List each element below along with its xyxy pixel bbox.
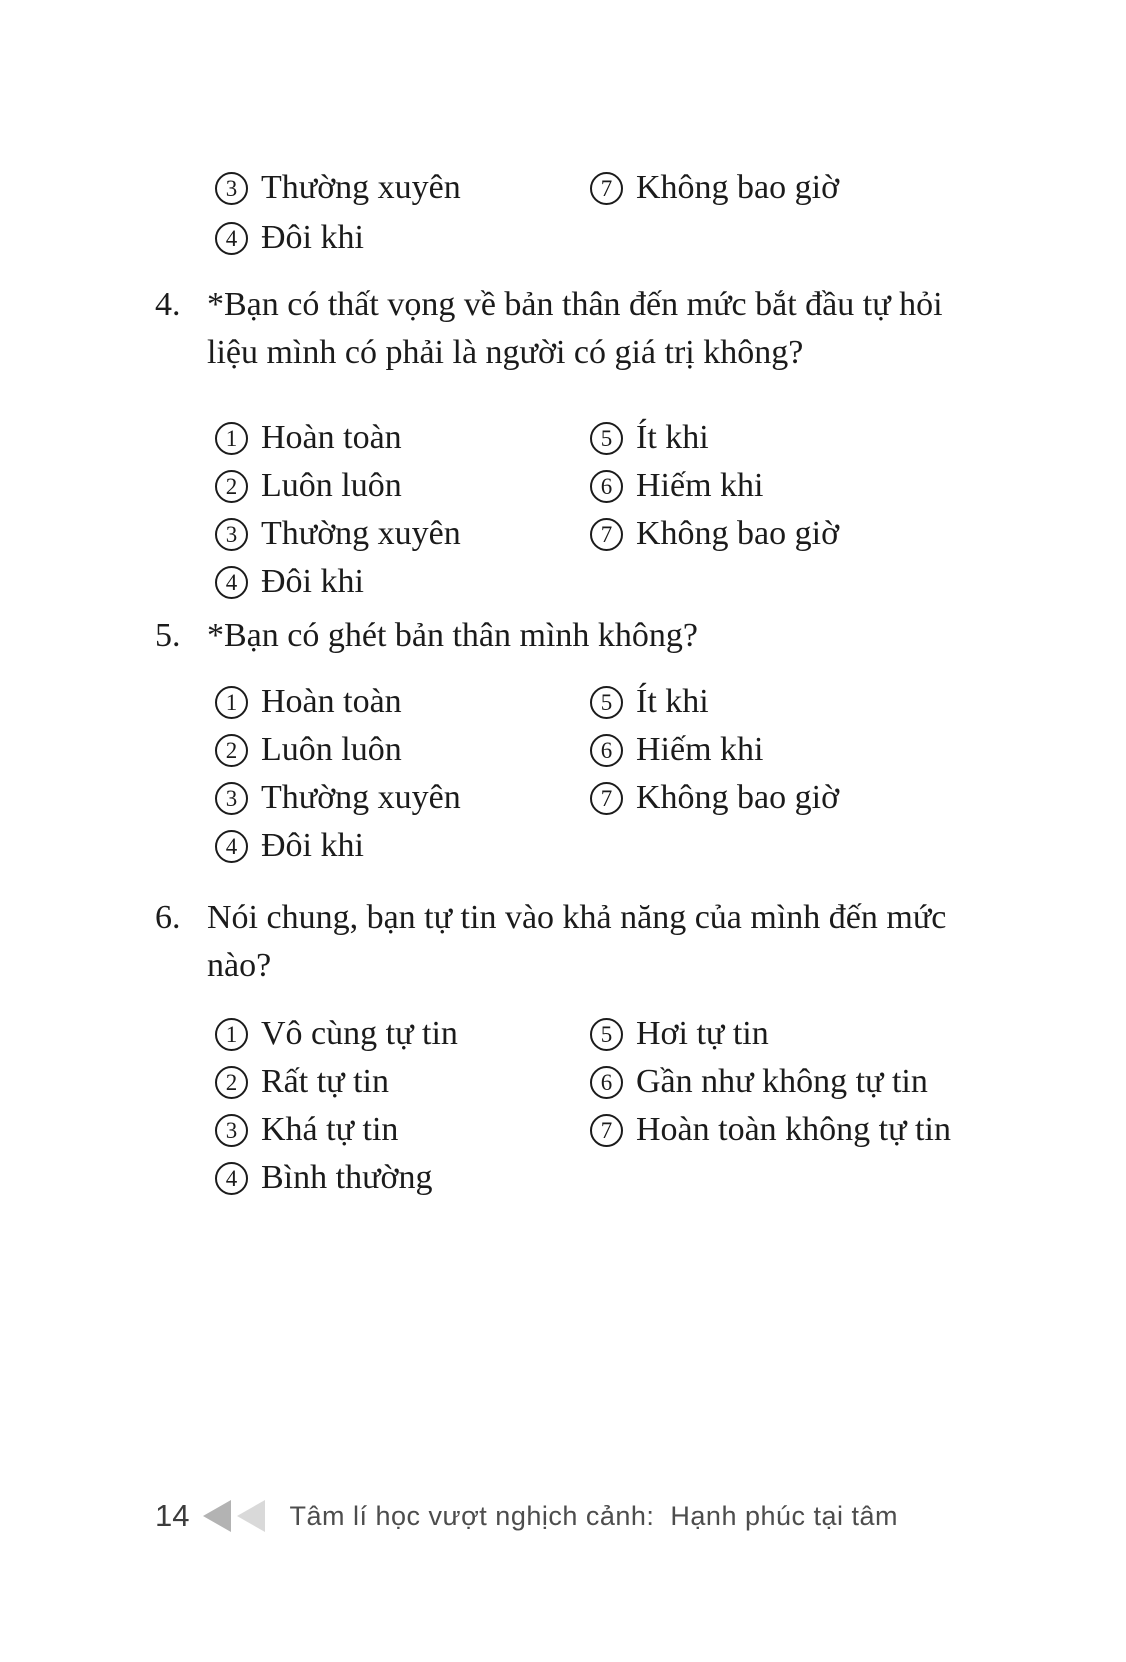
answer-option-label: Hiếm khi — [636, 731, 764, 768]
answer-option — [590, 1111, 951, 1149]
answer-option — [215, 219, 590, 257]
answer-option-label: Bình thường — [261, 1159, 433, 1196]
option-row — [215, 558, 839, 606]
question-6-options — [215, 1010, 951, 1202]
answer-option — [590, 515, 839, 553]
answer-option-label: Đôi khi — [261, 219, 364, 256]
question-text — [207, 612, 698, 660]
option-row — [215, 462, 839, 510]
answer-option — [215, 1063, 590, 1101]
answer-option — [215, 779, 590, 817]
question-text-line: *Bạn có thất vọng về bản thân đến mức bắt đầu tự hỏi — [207, 286, 943, 323]
question-5 — [155, 612, 698, 660]
option-row — [215, 774, 839, 822]
circled-number-icon: 7 — [590, 782, 623, 815]
answer-option-label: Vô cùng tự tin — [261, 1015, 458, 1052]
page-footer — [155, 1498, 898, 1534]
answer-option-label: Hiếm khi — [636, 467, 764, 504]
question-4-options — [215, 414, 839, 606]
answer-option-label: Ít khi — [636, 419, 709, 456]
circled-number-icon: 6 — [590, 1066, 623, 1099]
circled-number-icon: 4 — [215, 830, 248, 863]
answer-option — [215, 169, 590, 207]
carryover-options-block — [215, 163, 839, 263]
option-row — [215, 678, 839, 726]
option-row — [215, 414, 839, 462]
question-text — [207, 894, 946, 990]
answer-option — [215, 1015, 590, 1053]
answer-option — [590, 467, 839, 505]
answer-option-label: Không bao giờ — [636, 779, 840, 816]
answer-option-label: Khá tự tin — [261, 1111, 399, 1148]
question-text — [207, 281, 943, 377]
option-row — [215, 213, 839, 263]
answer-option-label: Gần như không tự tin — [636, 1063, 928, 1100]
answer-option — [590, 779, 839, 817]
circled-number-icon: 1 — [215, 1018, 248, 1051]
circled-number-icon: 1 — [215, 422, 248, 455]
book-title: Tâm lí học vượt nghịch cảnh: Hạnh phúc tại tâm — [289, 1500, 899, 1531]
answer-option-label: Luôn luôn — [261, 731, 402, 768]
option-row — [215, 1106, 951, 1154]
circled-number-icon: 1 — [215, 686, 248, 719]
option-row — [215, 1154, 951, 1202]
circled-number-icon: 4 — [215, 1162, 248, 1195]
answer-option-label: Không bao giờ — [636, 515, 840, 552]
answer-option — [215, 827, 590, 865]
answer-option-label: Thường xuyên — [261, 779, 461, 816]
question-number: 6. — [155, 899, 181, 936]
answer-option — [590, 1063, 951, 1101]
circled-number-icon: 5 — [590, 422, 623, 455]
answer-option — [590, 169, 839, 207]
answer-option — [215, 467, 590, 505]
question-number: 4. — [155, 286, 181, 323]
question-text-line: *Bạn có ghét bản thân mình không? — [207, 617, 699, 654]
answer-option — [215, 419, 590, 457]
circled-number-icon: 3 — [215, 518, 248, 551]
answer-option — [590, 1015, 951, 1053]
answer-option-label: Rất tự tin — [261, 1063, 389, 1100]
answer-option-label: Không bao giờ — [636, 169, 840, 206]
question-4 — [155, 281, 943, 377]
circled-number-icon: 4 — [215, 566, 248, 599]
answer-option — [215, 563, 590, 601]
circled-number-icon: 2 — [215, 734, 248, 767]
circled-number-icon: 4 — [215, 222, 248, 255]
circled-number-icon: 7 — [590, 1114, 623, 1147]
circled-number-icon: 2 — [215, 470, 248, 503]
answer-option-label: Hoàn toàn không tự tin — [636, 1111, 951, 1148]
answer-option — [215, 515, 590, 553]
circled-number-icon: 5 — [590, 686, 623, 719]
answer-option — [215, 683, 590, 721]
circled-number-icon: 7 — [590, 518, 623, 551]
answer-option-label: Thường xuyên — [261, 169, 461, 206]
answer-option — [215, 1111, 590, 1149]
circled-number-icon: 3 — [215, 1114, 248, 1147]
answer-option-label: Hoàn toàn — [261, 419, 402, 456]
answer-option-label: Đôi khi — [261, 563, 364, 600]
option-row — [215, 510, 839, 558]
option-row — [215, 822, 839, 870]
option-row — [215, 163, 839, 213]
question-text-line: Nói chung, bạn tự tin vào khả năng của mình đến mức — [207, 899, 947, 936]
circled-number-icon: 6 — [590, 734, 623, 767]
answer-option — [590, 419, 839, 457]
circled-number-icon: 3 — [215, 172, 248, 205]
question-text-line: liệu mình có phải là người có giá trị không? — [207, 334, 804, 371]
circled-number-icon: 5 — [590, 1018, 623, 1051]
triangle-marker-icon — [203, 1500, 231, 1532]
answer-option — [215, 1159, 590, 1197]
option-row — [215, 726, 839, 774]
option-row — [215, 1058, 951, 1106]
circled-number-icon: 2 — [215, 1066, 248, 1099]
answer-option — [215, 731, 590, 769]
triangle-marker-icon — [237, 1500, 265, 1532]
question-5-options — [215, 678, 839, 870]
answer-option-label: Hơi tự tin — [636, 1015, 769, 1052]
answer-option-label: Thường xuyên — [261, 515, 461, 552]
answer-option — [590, 731, 839, 769]
page-number: 14 — [155, 1498, 190, 1533]
answer-option-label: Hoàn toàn — [261, 683, 402, 720]
question-6 — [155, 894, 946, 990]
answer-option-label: Luôn luôn — [261, 467, 402, 504]
question-number: 5. — [155, 617, 181, 654]
answer-option — [590, 683, 839, 721]
option-row — [215, 1010, 951, 1058]
question-text-line: nào? — [207, 947, 272, 984]
circled-number-icon: 3 — [215, 782, 248, 815]
circled-number-icon: 7 — [590, 172, 623, 205]
circled-number-icon: 6 — [590, 470, 623, 503]
answer-option-label: Ít khi — [636, 683, 709, 720]
answer-option-label: Đôi khi — [261, 827, 364, 864]
